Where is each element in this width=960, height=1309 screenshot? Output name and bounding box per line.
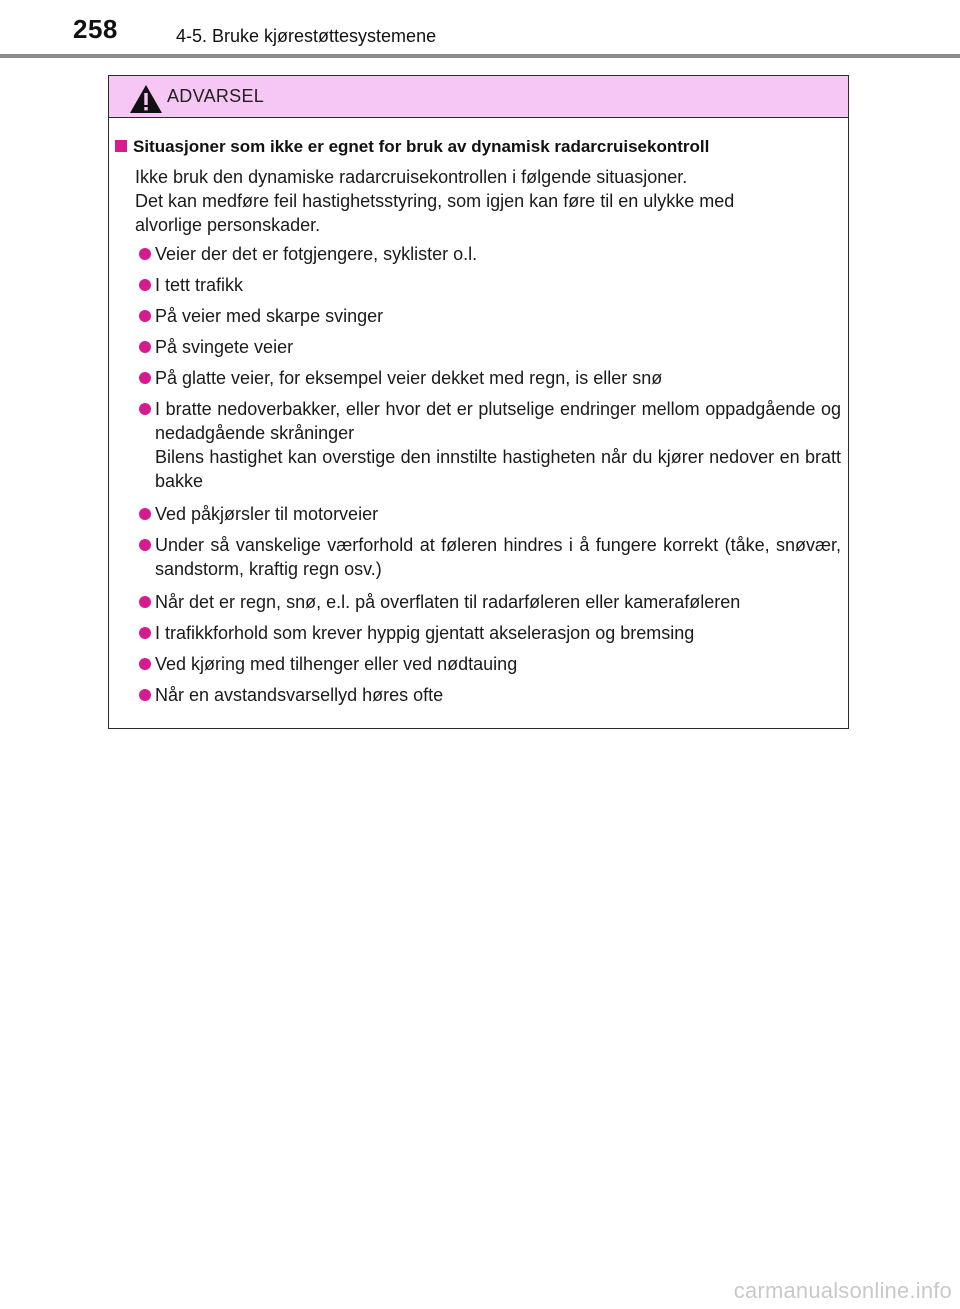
list-item bbox=[139, 683, 841, 707]
bullet-dot-icon bbox=[139, 248, 151, 260]
page-header bbox=[0, 0, 960, 46]
list-item bbox=[139, 366, 841, 390]
watermark: carmanualsonline.info bbox=[733, 1278, 952, 1303]
list-item bbox=[139, 273, 841, 297]
intro-line: alvorlige personskader. bbox=[135, 215, 321, 235]
list-item-text: Veier der det er fotgjengere, syklister o.l. bbox=[155, 244, 478, 264]
bullet-dot-icon bbox=[139, 372, 151, 384]
list-item-subtext: Bilens hastighet kan overstige den innstilte hastigheten når du kjører nedover en bratt bakke bbox=[155, 447, 841, 491]
list-item-text: På glatte veier, for eksempel veier dekket med regn, is eller snø bbox=[155, 368, 663, 388]
bullet-dot-icon bbox=[139, 627, 151, 639]
list-item bbox=[139, 335, 841, 359]
list-item bbox=[139, 397, 841, 493]
warning-header bbox=[109, 76, 848, 118]
intro-line: Det kan medføre feil hastighetsstyring, som igjen kan føre til en ulykke med bbox=[135, 191, 735, 211]
section-title: 4-5. Bruke kjørestøttesystemene bbox=[176, 26, 437, 46]
list-item bbox=[139, 590, 841, 614]
bullet-dot-icon bbox=[139, 689, 151, 701]
list-item-text: I trafikkforhold som krever hyppig gjentatt akselerasjon og bremsing bbox=[155, 623, 695, 643]
warning-intro bbox=[135, 165, 845, 237]
list-item-text: Ved kjøring med tilhenger eller ved nødtauing bbox=[155, 654, 518, 674]
warning-box bbox=[108, 75, 849, 729]
header-divider bbox=[0, 54, 960, 58]
square-bullet-icon bbox=[115, 140, 127, 152]
list-item-text: Når en avstandsvarsellyd høres ofte bbox=[155, 685, 444, 705]
intro-line: Ikke bruk den dynamiske radarcruisekontrollen i følgende situasjoner. bbox=[135, 167, 688, 187]
list-item bbox=[139, 502, 841, 526]
bullet-dot-icon bbox=[139, 279, 151, 291]
page-number: 258 bbox=[73, 14, 118, 44]
list-item-text: Når det er regn, snø, e.l. på overflaten til radarføleren eller kameraføleren bbox=[155, 592, 741, 612]
list-item-text: Ved påkjørsler til motorveier bbox=[155, 504, 379, 524]
bullet-dot-icon bbox=[139, 539, 151, 551]
list-item-text: I bratte nedoverbakker, eller hvor det er plutselige endringer mellom oppadgående og nedadgående skråninger bbox=[155, 399, 841, 443]
warning-heading bbox=[115, 137, 709, 157]
list-item-text: Under så vanskelige værforhold at føleren hindres i å fungere korrekt (tåke, snøvær, sandstorm, kraftig regn osv.) bbox=[155, 535, 841, 579]
list-item-text: På svingete veier bbox=[155, 337, 294, 357]
warning-triangle-icon bbox=[129, 84, 163, 114]
list-item bbox=[139, 533, 841, 581]
warning-label: ADVARSEL bbox=[167, 86, 265, 106]
bullet-dot-icon bbox=[139, 310, 151, 322]
list-item bbox=[139, 621, 841, 645]
list-item-text: I tett trafikk bbox=[155, 275, 244, 295]
bullet-dot-icon bbox=[139, 508, 151, 520]
bullet-dot-icon bbox=[139, 403, 151, 415]
bullet-dot-icon bbox=[139, 658, 151, 670]
list-item bbox=[139, 652, 841, 676]
bullet-dot-icon bbox=[139, 596, 151, 608]
list-item-text: På veier med skarpe svinger bbox=[155, 306, 384, 326]
list-item bbox=[139, 304, 841, 328]
list-item bbox=[139, 242, 841, 266]
bullet-dot-icon bbox=[139, 341, 151, 353]
warning-heading-text: Situasjoner som ikke er egnet for bruk av dynamisk radarcruisekontroll bbox=[133, 137, 710, 156]
